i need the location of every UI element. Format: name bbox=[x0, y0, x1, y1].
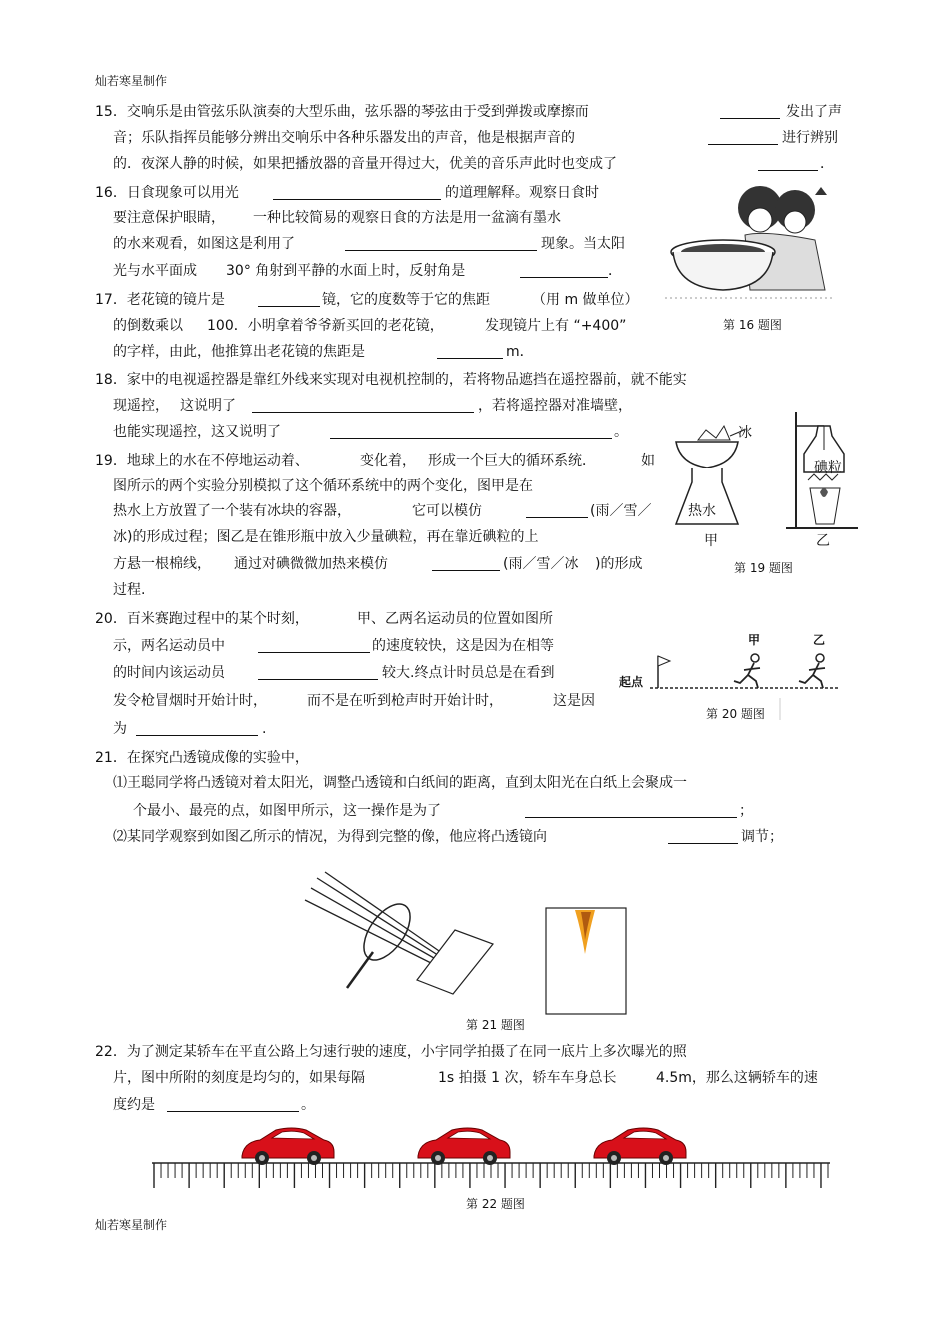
q22-line3-a: 度约是 bbox=[113, 1097, 155, 1113]
q20-line2-a: 示，两名运动员中 bbox=[113, 638, 225, 654]
q19-line5-c: (雨／雪／冰 bbox=[503, 556, 579, 572]
q21-line1: 21．在探究凸透镜成像的实验中， bbox=[95, 750, 309, 766]
q18-line3-a: 也能实现遥控，这又说明了 bbox=[113, 424, 281, 440]
q20-line5-a: 为 bbox=[113, 721, 127, 737]
q15-line2-tail: 进行辨别 bbox=[782, 130, 838, 146]
q18-blank1[interactable] bbox=[252, 398, 474, 413]
q16-blank3[interactable] bbox=[520, 263, 608, 278]
q20-line4-c: 这是因 bbox=[553, 693, 595, 709]
q17-line1-b: 镜，它的度数等于它的焦距 bbox=[322, 292, 490, 308]
q19-figure-experiments bbox=[668, 402, 860, 552]
q19-blank2[interactable] bbox=[432, 556, 500, 571]
q19-line5-b: 通过对碘微微加热来模仿 bbox=[234, 556, 388, 572]
q22-line1: 22．为了测定某轿车在平直公路上匀速行驶的速度，小宇同学拍摄了在同一底片上多次曝光的照 bbox=[95, 1044, 687, 1060]
q16-line3-b: 现象。当太阳 bbox=[541, 236, 625, 252]
q21-blank1[interactable] bbox=[525, 803, 737, 818]
q22-figure-ruler bbox=[150, 1118, 832, 1193]
q19-line2: 图所示的两个实验分别模拟了这个循环系统中的两个变化，图甲是在 bbox=[113, 478, 533, 494]
q19-line3-b: 它可以模仿 bbox=[412, 503, 482, 519]
q22-blank1[interactable] bbox=[167, 1097, 299, 1112]
q21-line3-b: ； bbox=[739, 803, 753, 819]
q18-line3-b: 。 bbox=[614, 424, 628, 440]
q21-line2: ⑴王聪同学将凸透镜对着太阳光，调整凸透镜和白纸间的距离，直到太阳光在白纸上会聚成一 bbox=[113, 775, 687, 791]
q17-line3-b: m． bbox=[506, 344, 534, 360]
q19-fig-a-label: 甲 bbox=[704, 533, 718, 549]
q16-line2-a: 要注意保护眼睛， bbox=[113, 210, 225, 226]
car-1 bbox=[242, 1128, 334, 1165]
q15-line1: 15．交响乐是由管弦乐队演奏的大型乐曲，弦乐器的琴弦由于受到弹拨或摩擦而 bbox=[95, 104, 589, 120]
q17-blank2[interactable] bbox=[437, 344, 503, 359]
q19-fig-hot-label: 热水 bbox=[688, 503, 716, 519]
q19-line1-c: 形成一个巨大的循环系统． bbox=[428, 453, 596, 469]
q19-line5-d: )的形成 bbox=[595, 556, 643, 572]
q22-line3-b: 。 bbox=[301, 1097, 315, 1113]
q16-caption: 第 16 题图 bbox=[723, 318, 782, 332]
q15-line2: 音；乐队指挥员能够分辨出交响乐中各种乐器发出的声音，他是根据声音的 bbox=[113, 130, 575, 146]
q21-line4-b: 调节； bbox=[741, 829, 783, 845]
q20-line1-b: 甲、乙两名运动员的位置如图所 bbox=[357, 611, 553, 627]
car-3 bbox=[594, 1128, 686, 1165]
q17-blank1[interactable] bbox=[258, 292, 320, 307]
q16-line1-a: 16．日食现象可以用光 bbox=[95, 185, 239, 201]
q20-line5-b: . bbox=[262, 721, 267, 737]
q17-line2-c: 发现镜片上有 “+400” bbox=[485, 318, 627, 334]
q17-line3-a: 的字样，由此，他推算出老花镜的焦距是 bbox=[113, 344, 365, 360]
page-header: 灿若寒星制作 bbox=[95, 74, 168, 88]
q20-line2-b: 的速度较快，这是因为在相等 bbox=[372, 638, 554, 654]
q19-line3-c: (雨／雪／ bbox=[590, 503, 652, 519]
q20-fig-a-label: 甲 bbox=[748, 633, 761, 647]
q15-line1-tail: 发出了声 bbox=[786, 104, 842, 120]
q15-blank3[interactable] bbox=[758, 156, 818, 171]
q16-line4-a: 光与水平面成 bbox=[113, 263, 197, 279]
q19-line1-b: 变化着， bbox=[360, 453, 416, 469]
q20-line1-a: 20．百米赛跑过程中的某个时刻， bbox=[95, 611, 309, 627]
q16-line1-b: 的道理解释。观察日食时 bbox=[445, 185, 599, 201]
q20-line3-b: 较大.终点计时员总是在看到 bbox=[382, 665, 555, 681]
q20-line4-a: 发令枪冒烟时开始计时， bbox=[113, 693, 267, 709]
q22-line2-b: 1s 拍摄 1 次，轿车车身总长 bbox=[438, 1070, 617, 1086]
q20-line4-b: 而不是在听到枪声时开始计时， bbox=[307, 693, 503, 709]
q18-line1: 18．家中的电视遥控器是靠红外线来实现对电视机控制的，若将物品遮挡在遥控器前，就不能实 bbox=[95, 372, 687, 388]
q19-line6: 过程. bbox=[113, 582, 146, 598]
q16-figure-basin bbox=[665, 180, 840, 310]
q16-line4-b: 30° 角射到平静的水面上时，反射角是 bbox=[226, 263, 466, 279]
q16-blank1[interactable] bbox=[273, 185, 441, 200]
q20-blank1[interactable] bbox=[258, 638, 370, 653]
q20-line3-a: 的时间内该运动员 bbox=[113, 665, 225, 681]
q16-line2-b: 一种比较简易的观察日食的方法是用一盆滴有墨水 bbox=[253, 210, 561, 226]
q19-line1-d: 如 bbox=[641, 453, 655, 469]
q16-blank2[interactable] bbox=[345, 236, 537, 251]
q21-caption: 第 21 题图 bbox=[466, 1018, 525, 1032]
q16-line4-c: ． bbox=[608, 263, 622, 279]
q18-line2-c: ，若将遥控器对准墙壁， bbox=[478, 398, 632, 414]
q19-line1-a: 19．地球上的水在不停地运动着、 bbox=[95, 453, 309, 469]
q21-blank2[interactable] bbox=[668, 829, 738, 844]
q19-line3-a: 热水上方放置了一个装有冰块的容器， bbox=[113, 503, 351, 519]
q19-line5-a: 方悬一根棉线， bbox=[113, 556, 211, 572]
q16-line3-a: 的水来观看，如图这是利用了 bbox=[113, 236, 295, 252]
q19-line4: 冰)的形成过程；图乙是在锥形瓶中放入少量碘粒，再在靠近碘粒的上 bbox=[113, 529, 539, 545]
q20-blank3[interactable] bbox=[136, 721, 258, 736]
q20-fig-b-label: 乙 bbox=[813, 633, 826, 647]
q22-line2-a: 片，图中所附的刻度是均匀的，如果每隔 bbox=[113, 1070, 365, 1086]
q20-blank2[interactable] bbox=[258, 665, 378, 680]
q19-fig-iodine-label: 碘粒 bbox=[814, 460, 842, 476]
page-footer: 灿若寒星制作 bbox=[95, 1218, 168, 1232]
q22-caption: 第 22 题图 bbox=[466, 1197, 525, 1211]
q15-line3-tail: ． bbox=[820, 156, 834, 172]
q19-blank1[interactable] bbox=[526, 503, 588, 518]
q20-caption: 第 20 题图 bbox=[706, 707, 765, 721]
car-2 bbox=[418, 1128, 510, 1165]
q21-line3-a: 个最小、最亮的点，如图甲所示，这一操作是为了 bbox=[133, 803, 441, 819]
q15-line3: 的．夜深人静的时候，如果把播放器的音量开得过大，优美的音乐声此时也变成了 bbox=[113, 156, 617, 172]
q17-line2-a: 的倒数乘以 bbox=[113, 318, 183, 334]
q17-line2-b: 100．小明拿着爷爷新买回的老花镜， bbox=[207, 318, 444, 334]
q19-fig-ice-label: 冰 bbox=[738, 425, 752, 441]
q21-line4-a: ⑵某同学观察到如图乙所示的情况，为得到完整的像，他应将凸透镜向 bbox=[113, 829, 547, 845]
q17-line1-a: 17．老花镜的镜片是 bbox=[95, 292, 225, 308]
q22-line2-c: 4.5m，那么这辆轿车的速 bbox=[656, 1070, 818, 1086]
q17-line1-c: （用 m 做单位） bbox=[532, 292, 639, 308]
q15-blank1[interactable] bbox=[720, 104, 780, 119]
q19-caption: 第 19 题图 bbox=[734, 561, 793, 575]
q18-line2-a: 现遥控， bbox=[113, 398, 169, 414]
q20-fig-start-label: 起点 bbox=[619, 675, 644, 689]
q15-blank2[interactable] bbox=[708, 130, 778, 145]
q19-fig-b-label: 乙 bbox=[816, 533, 830, 549]
q18-line2-b: 这说明了 bbox=[180, 398, 236, 414]
q21-figure-lens bbox=[295, 870, 630, 1020]
q18-blank2[interactable] bbox=[330, 424, 612, 439]
